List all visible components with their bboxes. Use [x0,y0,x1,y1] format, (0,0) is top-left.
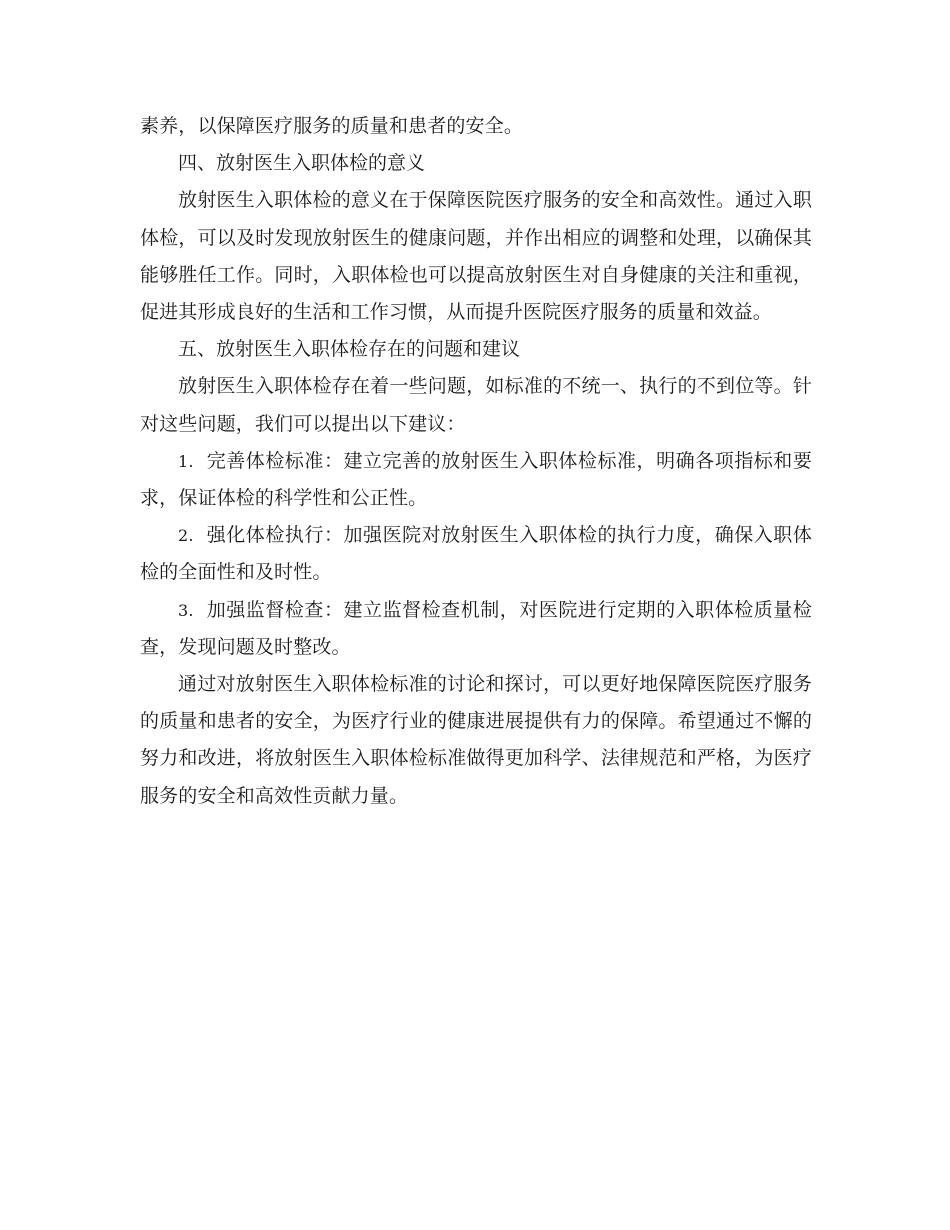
list-text-1: 完善体检标准：建立完善的放射医生入职体检标准，明确各项指标和要求，保证体检的科学性和公正性。 [140,449,812,510]
list-item-1 [140,443,812,517]
list-text-2: 强化体检执行：加强医院对放射医生入职体检的执行力度，确保入职体检的全面性和及时性。 [140,524,812,584]
paragraph-significance: 放射医生入职体检的意义在于保障医院医疗服务的安全和高效性。通过入职体检，可以及时发现放射医生的健康问题，并作出相应的调整和处理，以确保其能够胜任工作。同时，入职体检也可以提高放射医生对自身健康的关注和重视，促进其形成良好的生活和工作习惯，从而提升医院医疗服务的质量和效益。 [140,189,812,324]
section-heading-problems: 五、放射医生入职体检存在的问题和建议 [178,338,521,361]
paragraph-conclusion: 通过对放射医生入职体检标准的讨论和探讨，可以更好地保障医院医疗服务的质量和患者的安全，为医疗行业的健康进展提供有力的保障。希望通过不懈的努力和改进，将放射医生入职体检标准做得更加科学、法律规范和严格，为医疗服务的安全和高效性贡献力量。 [140,673,812,807]
document-body [140,108,812,815]
section-heading-significance: 四、放射医生入职体检的意义 [178,152,426,175]
list-item-3 [140,592,812,666]
list-number-3: 3. [178,600,194,620]
list-number-2: 2. [178,526,194,546]
paragraph-continuation: 素养，以保障医疗服务的质量和患者的安全。 [140,115,524,137]
paragraph-problems: 放射医生入职体检存在着一些问题，如标准的不统一、执行的不到位等。针对这些问题，我们可以提出以下建议： [140,375,812,435]
list-number-1: 1. [178,451,194,471]
list-text-3: 加强监督检查：建立监督检查机制，对医院进行定期的入职体检质量检查，发现问题及时整改。 [140,598,812,658]
list-item-2 [140,517,812,591]
